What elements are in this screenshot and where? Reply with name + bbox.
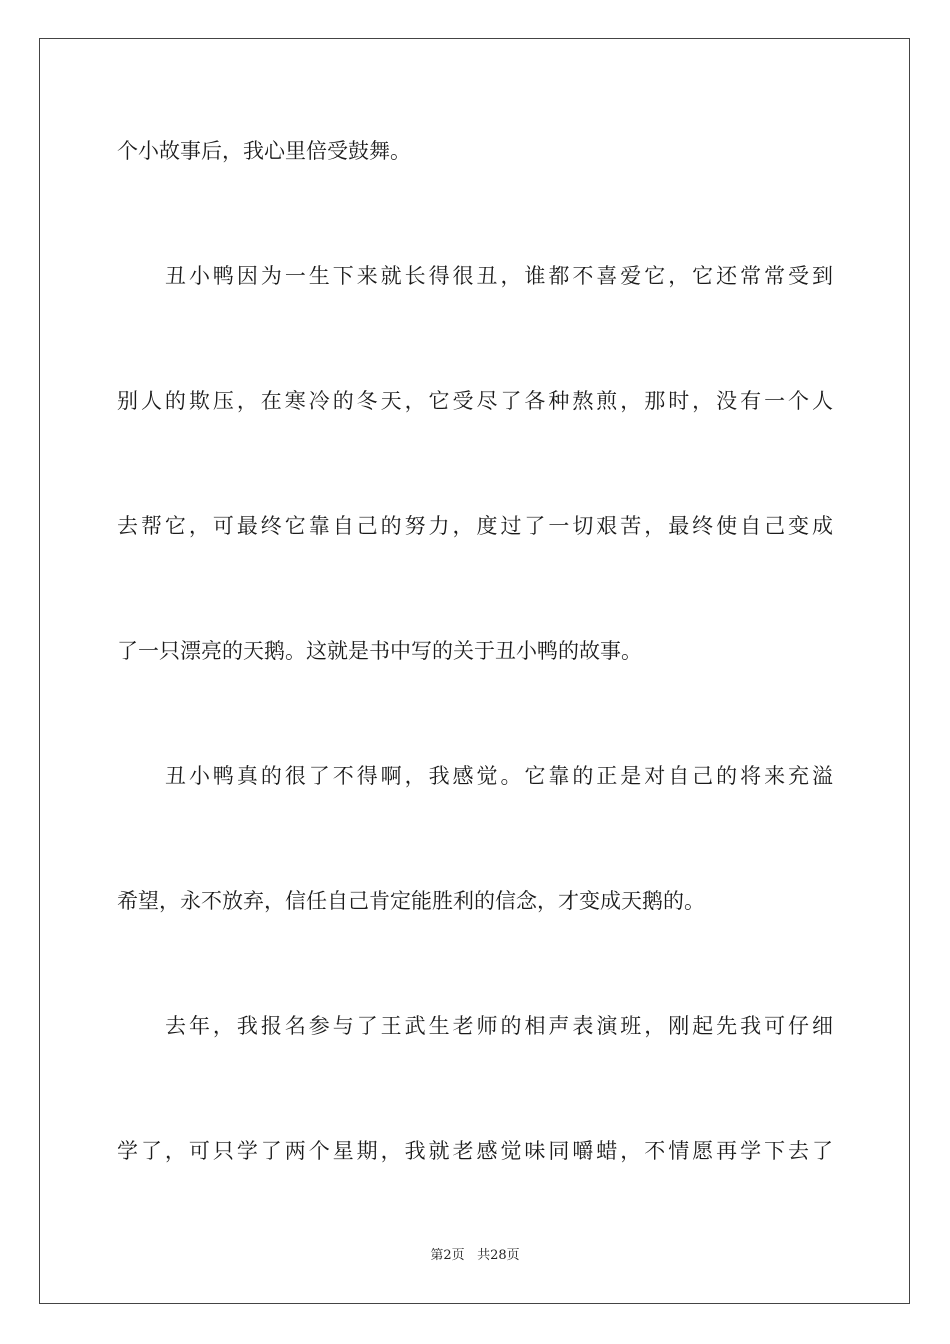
text-line: 学了，可只学了两个星期，我就老感觉味同嚼蜡，不情愿再学下去了 <box>117 1139 833 1163</box>
text-line: 个小故事后，我心里倍受鼓舞。 <box>117 139 411 163</box>
text-line: 丑小鸭因为一生下来就长得很丑，谁都不喜爱它，它还常常受到 <box>165 264 833 288</box>
page-frame <box>39 38 910 1304</box>
page-number: 第2页 <box>430 1248 465 1263</box>
text-line: 了一只漂亮的天鹅。这就是书中写的关于丑小鸭的故事。 <box>117 639 642 663</box>
text-line: 去帮它，可最终它靠自己的努力，度过了一切艰苦，最终使自己变成 <box>117 514 833 538</box>
text-line: 希望，永不放弃，信任自己肯定能胜利的信念，才变成天鹅的。 <box>117 889 705 913</box>
page-footer <box>0 1247 950 1265</box>
page-total: 共28页 <box>477 1248 520 1263</box>
text-line: 丑小鸭真的很了不得啊，我感觉。它靠的正是对自己的将来充溢 <box>165 764 833 788</box>
text-line: 去年，我报名参与了王武生老师的相声表演班，刚起先我可仔细 <box>165 1014 833 1038</box>
text-line: 别人的欺压，在寒冷的冬天，它受尽了各种熬煎，那时，没有一个人 <box>117 389 833 413</box>
